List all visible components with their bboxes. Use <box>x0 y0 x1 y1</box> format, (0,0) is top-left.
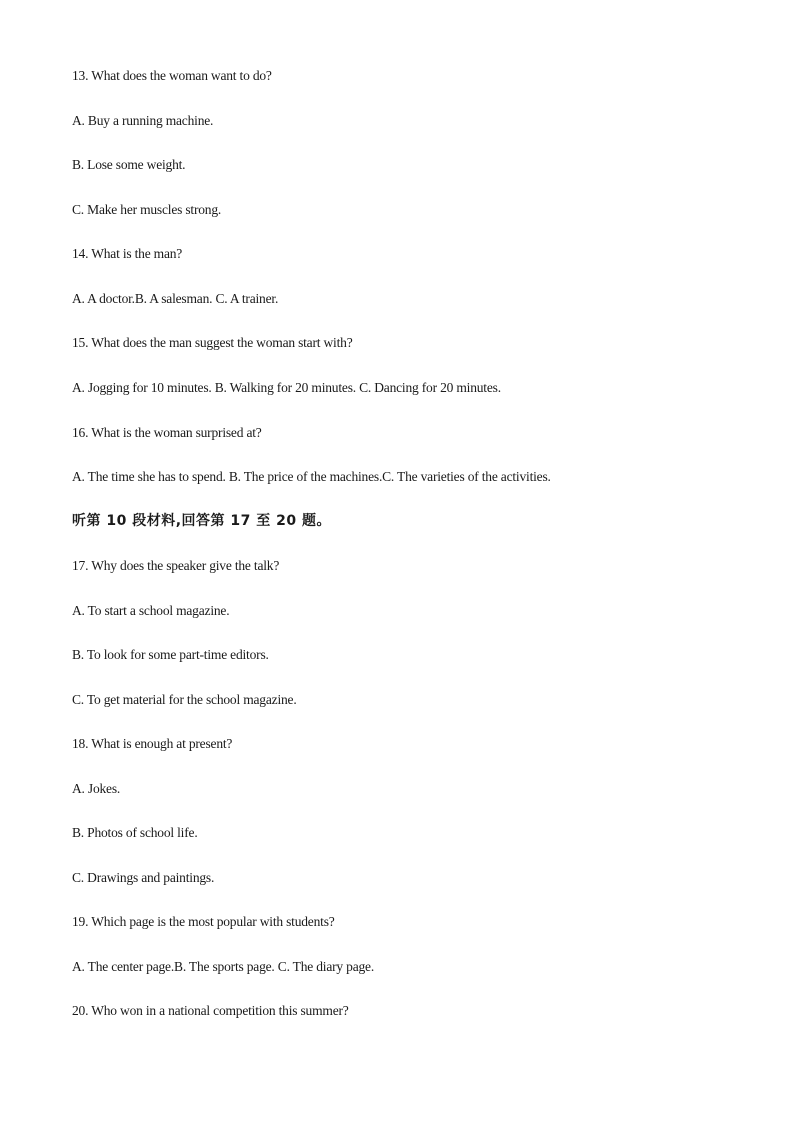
option-13-a: A. Buy a running machine. <box>72 113 214 128</box>
question-16: 16. What is the woman surprised at? <box>72 425 262 440</box>
question-18: 18. What is enough at present? <box>72 736 233 751</box>
question-17: 17. Why does the speaker give the talk? <box>72 558 280 573</box>
option-17-c: C. To get material for the school magazine. <box>72 692 297 707</box>
options-15: A. Jogging for 10 minutes. B. Walking for 20 minutes. C. Dancing for 20 minutes. <box>72 380 501 395</box>
option-18-b: B. Photos of school life. <box>72 825 198 840</box>
options-19: A. The center page.B. The sports page. C. The diary page. <box>72 959 375 974</box>
section-heading: 听第 10 段材料,回答第 17 至 20 题。 <box>72 513 332 529</box>
question-20: 20. Who won in a national competition this summer? <box>72 1003 349 1018</box>
option-17-a: A. To start a school magazine. <box>72 603 230 618</box>
options-16: A. The time she has to spend. B. The price of the machines.C. The varieties of the activities. <box>72 469 551 484</box>
question-13: 13. What does the woman want to do? <box>72 68 272 83</box>
option-13-b: B. Lose some weight. <box>72 157 186 172</box>
question-15: 15. What does the man suggest the woman start with? <box>72 335 353 350</box>
option-18-c: C. Drawings and paintings. <box>72 870 215 885</box>
options-14: A. A doctor.B. A salesman. C. A trainer. <box>72 291 279 306</box>
option-17-b: B. To look for some part-time editors. <box>72 647 269 662</box>
question-14: 14. What is the man? <box>72 246 183 261</box>
question-19: 19. Which page is the most popular with students? <box>72 914 335 929</box>
option-18-a: A. Jokes. <box>72 781 121 796</box>
option-13-c: C. Make her muscles strong. <box>72 202 222 217</box>
